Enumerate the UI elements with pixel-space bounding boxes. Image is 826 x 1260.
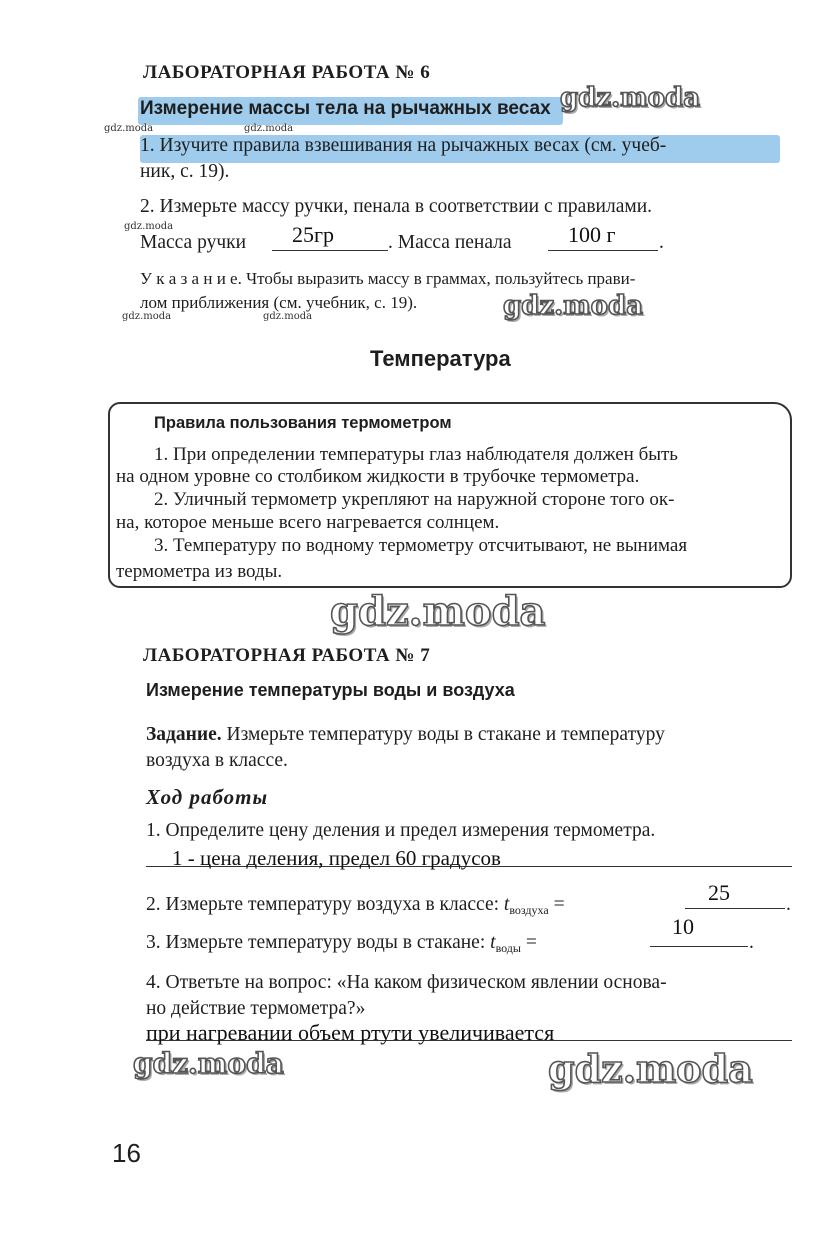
mass-pen-answer: 25гр bbox=[292, 222, 335, 247]
rule1-line1: 1. При определении температуры глаз наблюдателя должен быть bbox=[154, 444, 678, 465]
mass-pen-answer-line bbox=[272, 250, 388, 251]
rule3-line1: 3. Температуру по водному термометру отсчитывают, не вынимая bbox=[154, 535, 688, 556]
question-3: 3. Измерьте температуру воды в стакане: bbox=[146, 932, 491, 953]
lab7-title: ЛАБОРАТОРНАЯ РАБОТА № 7 bbox=[143, 645, 431, 666]
page-number: 16 bbox=[112, 1138, 141, 1168]
t-water-subscript: воды bbox=[495, 941, 521, 955]
answer-2-line bbox=[685, 908, 785, 909]
watermark-small-5: gdz.moda bbox=[263, 311, 313, 322]
mass-case-answer: 100 г bbox=[568, 222, 616, 247]
rule1-line2: на одном уровне со столбиком жидкости в трубочке термометра. bbox=[116, 466, 640, 487]
lab7-subtitle: Измерение температуры воды и воздуха bbox=[146, 680, 515, 700]
answer-3-dot: . bbox=[749, 932, 754, 953]
watermark-small-2: gdz.moda bbox=[244, 123, 294, 134]
lab6-title: ЛАБОРАТОРНАЯ РАБОТА № 6 bbox=[143, 62, 431, 83]
question-4-line2: но действие термометра?» bbox=[146, 998, 366, 1019]
watermark-center: gdz.moda bbox=[330, 588, 546, 635]
lab7-task-line2: воздуха в классе. bbox=[146, 750, 288, 771]
mass-case-label: . Масса пенала bbox=[388, 232, 512, 253]
task-label: Задание. bbox=[146, 724, 222, 745]
answer-2: 25 bbox=[708, 880, 730, 905]
q2-equals: = bbox=[548, 894, 565, 915]
question-2: 2. Измерьте температуру воздуха в классе: bbox=[146, 894, 504, 915]
lab6-item1-cont: ник, с. 19). bbox=[140, 161, 230, 182]
t-air-var: t bbox=[503, 894, 510, 915]
question-3-row bbox=[146, 930, 537, 961]
temperature-heading: Температура bbox=[370, 346, 511, 371]
answer-4: при нагревании объем ртути увеличивается bbox=[146, 1020, 555, 1045]
rule2-line2: на, которое меньше всего нагревается солнцем. bbox=[116, 512, 500, 533]
rule2-line1: 2. Уличный термометр укрепляют на наружной стороне того ок- bbox=[154, 489, 675, 510]
rules-box-title: Правила пользования термометром bbox=[154, 414, 452, 432]
watermark-bottom-right: gdz.moda bbox=[548, 1046, 753, 1091]
lab6-subtitle: Измерение массы тела на рычажных весах bbox=[140, 98, 551, 119]
watermark-small-3: gdz.moda bbox=[124, 221, 174, 232]
watermark-top: gdz.moda bbox=[560, 83, 701, 113]
lab6-note-line2: лом приближения (см. учебник, с. 19). bbox=[140, 293, 418, 312]
lab7-task-line1 bbox=[146, 722, 665, 748]
watermark-small-4: gdz.moda bbox=[122, 311, 172, 322]
t-water-var: t bbox=[490, 932, 496, 953]
q3-equals: = bbox=[520, 932, 537, 953]
thermometer-rules-box bbox=[108, 402, 792, 588]
lab6-note-line1: У к а з а н и е. Чтобы выразить массу в граммах, пользуйтесь прави- bbox=[140, 269, 636, 288]
answer-3: 10 bbox=[672, 914, 694, 939]
answer-1: 1 - цена деления, предел 60 градусов bbox=[172, 846, 501, 870]
watermark-small-1: gdz.moda bbox=[104, 123, 154, 134]
mass-end-dot: . bbox=[659, 232, 664, 253]
mass-pen-label: Масса ручки bbox=[140, 232, 247, 253]
lab6-item2: 2. Измерьте массу ручки, пенала в соответствии с правилами. bbox=[140, 196, 653, 217]
watermark-mid-right: gdz.moda bbox=[503, 291, 644, 321]
progress-heading: Ход работы bbox=[146, 785, 269, 809]
task-text: Измерьте температуру воды в стакане и температуру bbox=[226, 724, 665, 745]
question-4-line1: 4. Ответьте на вопрос: «На каком физическом явлении основа- bbox=[146, 972, 667, 993]
lab6-item1: 1. Изучите правила взвешивания на рычажных весах (см. учеб- bbox=[140, 135, 667, 156]
rule3-line2: термометра из воды. bbox=[116, 561, 283, 582]
answer-3-line bbox=[650, 946, 748, 947]
watermark-bottom-left: gdz.moda bbox=[133, 1047, 284, 1080]
mass-case-answer-line bbox=[548, 250, 658, 251]
answer-2-dot: . bbox=[786, 894, 791, 915]
question-1: 1. Определите цену деления и предел измерения термометра. bbox=[146, 820, 656, 841]
t-air-subscript: воздуха bbox=[509, 903, 549, 917]
question-2-row bbox=[146, 892, 565, 923]
